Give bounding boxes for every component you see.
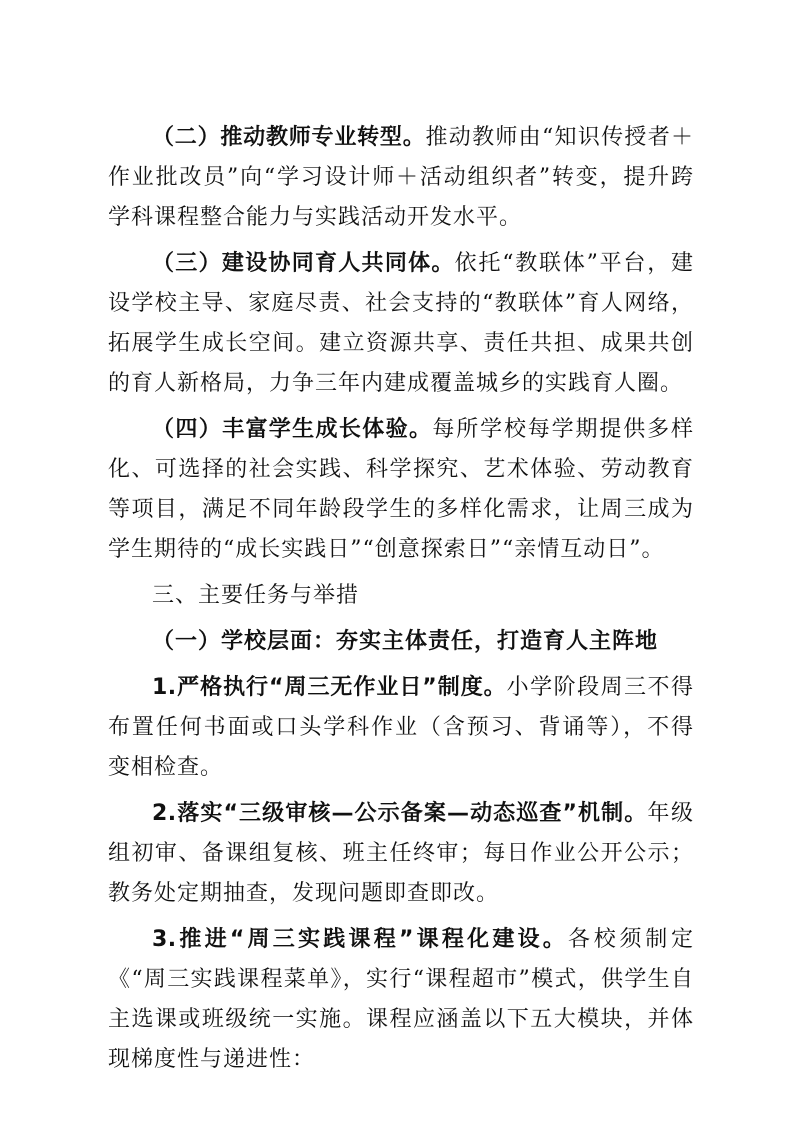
paragraph-text: 依托“教联体”平台，建设学校主导、家庭尽责、社会支持的“教联体”育人网络，拓展学生成长空间。建立资源共享、责任共担、成果共创的育人新格局，力争三年内建成覆盖城乡的实践育人圈。 bbox=[108, 251, 694, 396]
list-item-text: 各校须制定《“周三实践课程菜单》，实行“课程超市”模式，供学生自主选课或班级统一实施。课程应涵盖以下五大模块，并体现梯度性与递进性： bbox=[108, 927, 694, 1072]
list-item-heading: 3.推进“周三实践课程”课程化建设。 bbox=[152, 927, 569, 952]
paragraph-teacher-transformation bbox=[108, 118, 694, 238]
list-item-text: 年级组初审、备课组复核、班主任终审；每日作业公开公示；教务处定期抽查，发现问题即查即改。 bbox=[108, 801, 694, 906]
list-item-no-homework bbox=[108, 668, 694, 788]
paragraph-heading: （三）建设协同育人共同体。 bbox=[152, 251, 455, 276]
list-item-practice-curriculum bbox=[108, 920, 694, 1080]
list-item-heading: 1.严格执行“周三无作业日”制度。 bbox=[152, 675, 507, 700]
paragraph-text: 推动教师由“知识传授者＋作业批改员”向“学习设计师＋活动组织者”转变，提升跨学科课程整合能力与实践活动开发水平。 bbox=[108, 125, 694, 230]
paragraph-student-experience bbox=[108, 410, 694, 570]
section-heading-tasks: 三、主要任务与举措 bbox=[152, 583, 360, 608]
list-item-review-mechanism bbox=[108, 794, 694, 914]
paragraph-heading: （二）推动教师专业转型。 bbox=[152, 125, 426, 150]
document-body bbox=[108, 118, 694, 1086]
paragraph-text: 每所学校每学期提供多样化、可选择的社会实践、科学探究、艺术体验、劳动教育等项目，满足不同年龄段学生的多样化需求，让周三成为学生期待的“成长实践日”“创意探索日”“亲情互动日”。 bbox=[108, 417, 694, 562]
paragraph-heading: （四）丰富学生成长体验。 bbox=[152, 417, 433, 442]
list-item-text: 小学阶段周三不得布置任何书面或口头学科作业（含预习、背诵等），不得变相检查。 bbox=[108, 675, 694, 780]
list-item-heading: 2.落实“三级审核—公示备案—动态巡查”机制。 bbox=[152, 801, 648, 826]
subsection-heading-school: （一）学校层面：夯实主体责任，打造育人主阵地 bbox=[152, 629, 659, 654]
paragraph-collaborative-community bbox=[108, 244, 694, 404]
